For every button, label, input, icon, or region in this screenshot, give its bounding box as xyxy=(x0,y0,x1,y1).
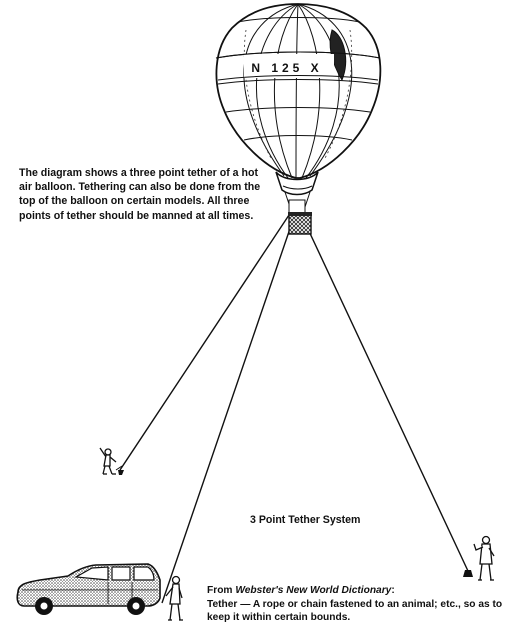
tether-ropes xyxy=(120,212,468,603)
diagram-caption: 3 Point Tether System xyxy=(250,514,361,526)
definition-source-suffix: : xyxy=(391,585,395,596)
car-icon xyxy=(17,564,160,615)
diagram-description: The diagram shows a three point tether of a hot air balloon. Tethering can also be done from the top of the balloon on certain models. All three points of tether should be manned at all times. xyxy=(19,167,261,222)
tether-rope-left xyxy=(120,212,291,470)
ground-stake-left-icon xyxy=(118,470,124,475)
definition-source-title: Webster's New World Dictionary xyxy=(235,585,392,596)
tether-rope-car xyxy=(162,214,295,603)
definition-source-prefix: From xyxy=(207,585,236,596)
balloon-registration: N 125 X xyxy=(251,61,323,75)
definition-source xyxy=(207,584,503,598)
dictionary-definition xyxy=(207,584,503,625)
definition-body: Tether — A rope or chain fastened to an animal; etc., so as to keep it within certain bounds. xyxy=(207,598,503,624)
basket-icon xyxy=(285,192,312,234)
ground-stake-right-icon xyxy=(463,570,473,577)
crew-right-person-icon xyxy=(474,537,494,581)
